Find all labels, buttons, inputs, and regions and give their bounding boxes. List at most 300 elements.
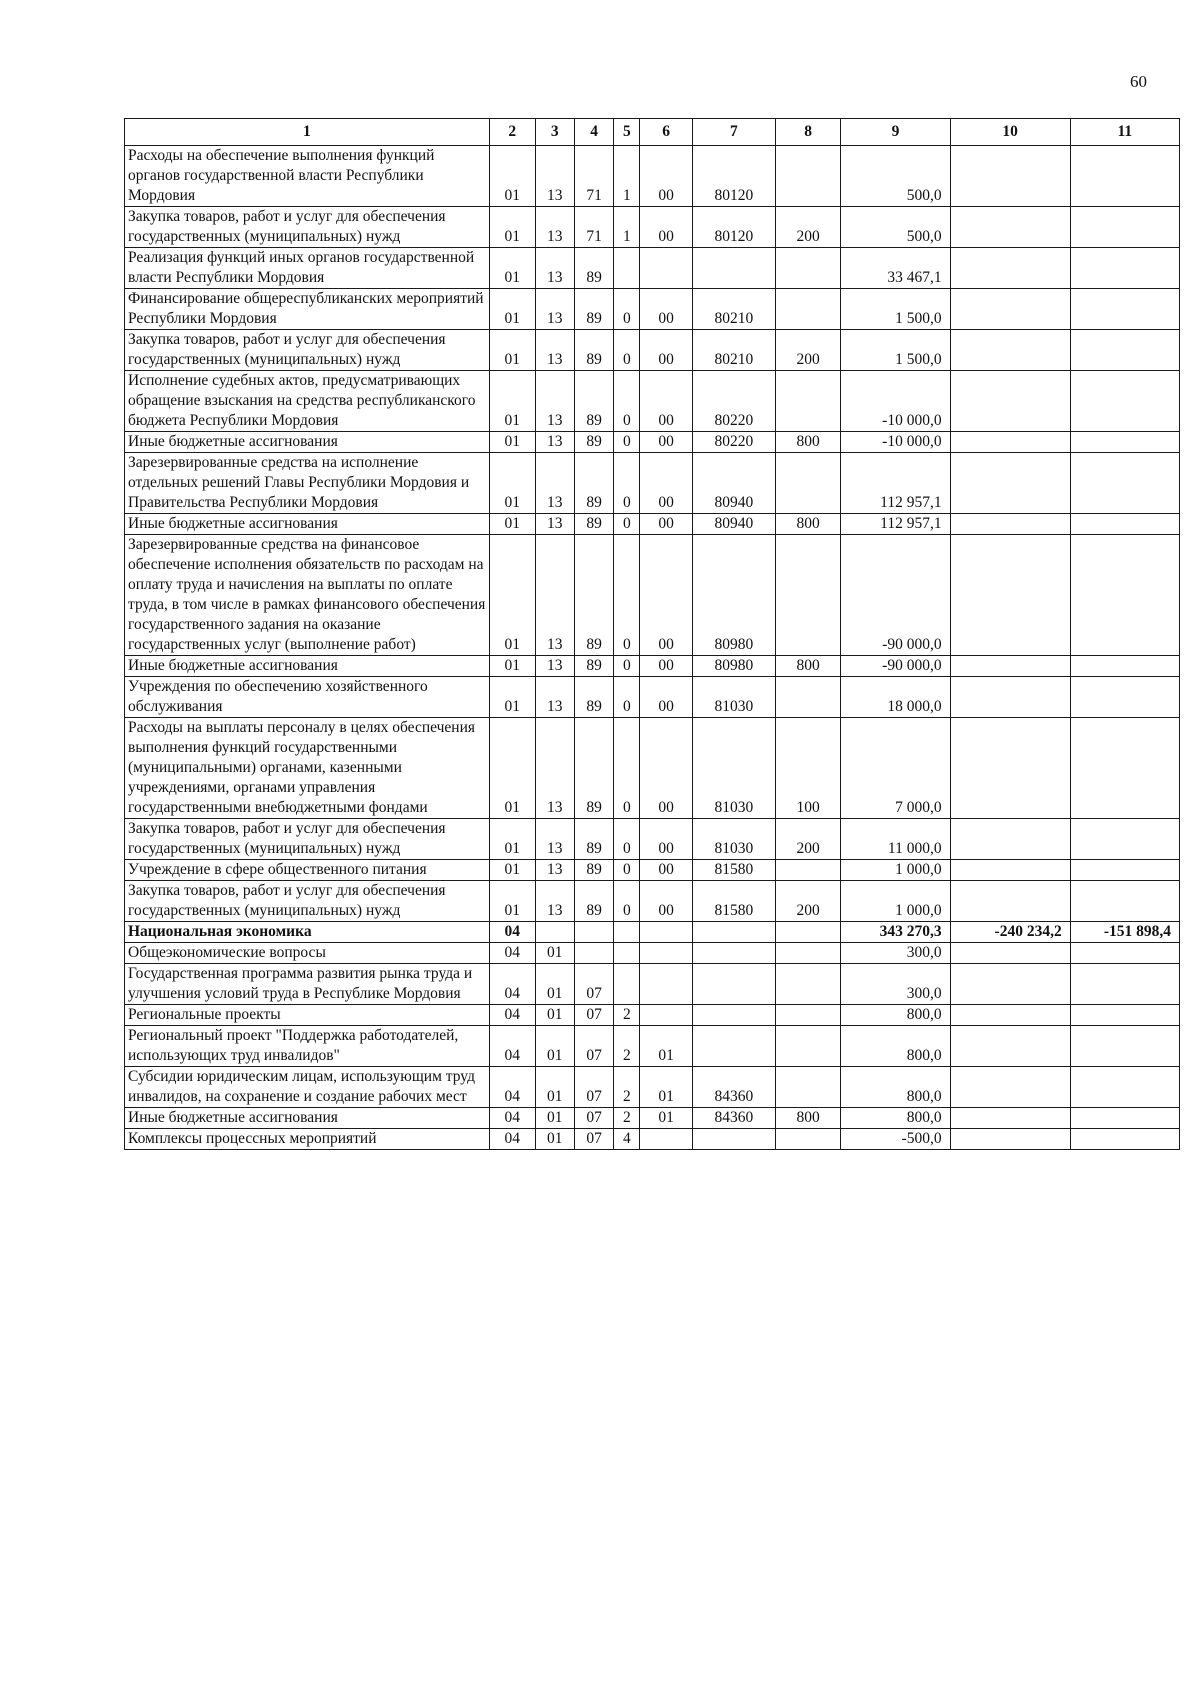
cell-amount: 1 000,0 (841, 881, 950, 922)
cell-subsection: 01 (535, 964, 574, 1005)
cell-program: 07 (574, 1067, 613, 1108)
cell-name: Финансирование общереспубликанских мероприятий Республики Мордовия (125, 289, 490, 330)
cell-event: 01 (640, 1108, 692, 1129)
cell-section: 01 (489, 330, 535, 371)
cell-direction: 81030 (692, 819, 775, 860)
table-row (125, 330, 1180, 371)
cell-subsection: 01 (535, 943, 574, 964)
header-row (125, 119, 1180, 146)
cell-expense-type (775, 1067, 841, 1108)
cell-subprogram: 1 (614, 146, 640, 207)
header-cell: 11 (1070, 119, 1179, 146)
header-cell: 9 (841, 119, 950, 146)
cell-subsection: 01 (535, 1067, 574, 1108)
table-row (125, 881, 1180, 922)
header-cell: 1 (125, 119, 490, 146)
cell-program: 89 (574, 881, 613, 922)
cell-section: 04 (489, 943, 535, 964)
header-cell: 2 (489, 119, 535, 146)
cell-section: 01 (489, 146, 535, 207)
cell-subprogram: 2 (614, 1026, 640, 1067)
cell-amount: 300,0 (841, 964, 950, 1005)
cell-expense-type (775, 964, 841, 1005)
cell-program: 89 (574, 535, 613, 656)
cell-direction (692, 1026, 775, 1067)
cell-event: 00 (640, 881, 692, 922)
cell-expense-type (775, 289, 841, 330)
cell-program: 89 (574, 248, 613, 289)
cell-expense-type (775, 146, 841, 207)
cell-program: 89 (574, 860, 613, 881)
cell-amount-2 (950, 146, 1070, 207)
cell-amount-2 (950, 1005, 1070, 1026)
cell-section: 01 (489, 677, 535, 718)
cell-event: 00 (640, 656, 692, 677)
cell-section: 01 (489, 535, 535, 656)
cell-program: 07 (574, 1005, 613, 1026)
cell-name: Иные бюджетные ассигнования (125, 1108, 490, 1129)
cell-expense-type: 800 (775, 656, 841, 677)
cell-amount: -10 000,0 (841, 371, 950, 432)
cell-amount: 500,0 (841, 207, 950, 248)
table-row (125, 1108, 1180, 1129)
cell-amount-3 (1070, 432, 1179, 453)
cell-section: 04 (489, 922, 535, 943)
cell-name: Исполнение судебных актов, предусматривающих обращение взыскания на средства республиканского бюджета Республики Мордовия (125, 371, 490, 432)
cell-amount: -90 000,0 (841, 656, 950, 677)
cell-amount-3 (1070, 1108, 1179, 1129)
cell-amount-2 (950, 656, 1070, 677)
cell-direction (692, 1129, 775, 1150)
table-row (125, 922, 1180, 943)
cell-name: Национальная экономика (125, 922, 490, 943)
cell-program: 71 (574, 146, 613, 207)
cell-amount: 500,0 (841, 146, 950, 207)
cell-amount-2 (950, 432, 1070, 453)
cell-amount-2 (950, 1067, 1070, 1108)
cell-direction: 80940 (692, 514, 775, 535)
cell-amount: 800,0 (841, 1067, 950, 1108)
cell-amount-2: -240 234,2 (950, 922, 1070, 943)
cell-name: Иные бюджетные ассигнования (125, 514, 490, 535)
cell-expense-type: 200 (775, 819, 841, 860)
cell-subprogram: 2 (614, 1067, 640, 1108)
cell-subsection: 13 (535, 656, 574, 677)
table-row (125, 819, 1180, 860)
cell-direction: 84360 (692, 1067, 775, 1108)
cell-section: 01 (489, 819, 535, 860)
cell-event (640, 964, 692, 1005)
cell-amount-2 (950, 1129, 1070, 1150)
table-row (125, 1005, 1180, 1026)
cell-expense-type (775, 922, 841, 943)
cell-amount-2 (950, 943, 1070, 964)
cell-subsection: 01 (535, 1108, 574, 1129)
cell-section: 01 (489, 514, 535, 535)
cell-direction: 80980 (692, 535, 775, 656)
cell-section: 01 (489, 248, 535, 289)
cell-event (640, 1129, 692, 1150)
table-row (125, 677, 1180, 718)
cell-subsection: 13 (535, 819, 574, 860)
cell-amount-2 (950, 453, 1070, 514)
cell-event: 00 (640, 371, 692, 432)
table-row (125, 371, 1180, 432)
cell-subsection: 01 (535, 1026, 574, 1067)
cell-subsection: 13 (535, 718, 574, 819)
cell-subprogram: 0 (614, 677, 640, 718)
cell-section: 01 (489, 656, 535, 677)
cell-amount-2 (950, 819, 1070, 860)
cell-event: 00 (640, 146, 692, 207)
cell-subprogram: 0 (614, 535, 640, 656)
table-row (125, 860, 1180, 881)
cell-subsection: 13 (535, 289, 574, 330)
cell-event (640, 1005, 692, 1026)
cell-direction (692, 943, 775, 964)
cell-expense-type (775, 860, 841, 881)
cell-subprogram: 4 (614, 1129, 640, 1150)
cell-subsection: 13 (535, 860, 574, 881)
cell-event: 01 (640, 1026, 692, 1067)
cell-subsection (535, 922, 574, 943)
cell-amount-3 (1070, 943, 1179, 964)
cell-section: 04 (489, 1129, 535, 1150)
cell-section: 04 (489, 1108, 535, 1129)
cell-event: 00 (640, 207, 692, 248)
cell-program: 89 (574, 289, 613, 330)
cell-event: 00 (640, 677, 692, 718)
cell-amount-3 (1070, 881, 1179, 922)
header-cell: 6 (640, 119, 692, 146)
cell-amount-3 (1070, 860, 1179, 881)
cell-name: Учреждения по обеспечению хозяйственного обслуживания (125, 677, 490, 718)
cell-name: Региональные проекты (125, 1005, 490, 1026)
cell-subprogram: 0 (614, 881, 640, 922)
cell-amount-3 (1070, 248, 1179, 289)
table-row (125, 535, 1180, 656)
cell-subsection: 01 (535, 1129, 574, 1150)
cell-direction: 81030 (692, 677, 775, 718)
cell-amount-3 (1070, 656, 1179, 677)
cell-program: 89 (574, 514, 613, 535)
header-cell: 5 (614, 119, 640, 146)
table-row (125, 1067, 1180, 1108)
cell-direction (692, 922, 775, 943)
cell-amount: 343 270,3 (841, 922, 950, 943)
cell-event: 00 (640, 819, 692, 860)
cell-section: 04 (489, 1067, 535, 1108)
cell-subsection: 13 (535, 371, 574, 432)
cell-amount-3 (1070, 819, 1179, 860)
cell-amount: 800,0 (841, 1026, 950, 1067)
cell-amount: 1 000,0 (841, 860, 950, 881)
cell-amount: -10 000,0 (841, 432, 950, 453)
cell-subprogram: 0 (614, 371, 640, 432)
cell-direction: 80210 (692, 289, 775, 330)
cell-event: 00 (640, 432, 692, 453)
cell-amount-3 (1070, 1067, 1179, 1108)
cell-direction: 81030 (692, 718, 775, 819)
cell-subprogram: 0 (614, 330, 640, 371)
cell-amount: 300,0 (841, 943, 950, 964)
cell-subprogram: 0 (614, 432, 640, 453)
cell-subprogram: 0 (614, 514, 640, 535)
header-cell: 7 (692, 119, 775, 146)
cell-event: 00 (640, 535, 692, 656)
cell-amount-2 (950, 860, 1070, 881)
cell-direction: 80980 (692, 656, 775, 677)
cell-direction: 80220 (692, 432, 775, 453)
cell-amount-2 (950, 535, 1070, 656)
cell-program: 07 (574, 1026, 613, 1067)
cell-name: Иные бюджетные ассигнования (125, 656, 490, 677)
table-row (125, 207, 1180, 248)
cell-amount-2 (950, 330, 1070, 371)
cell-amount: 112 957,1 (841, 453, 950, 514)
cell-subprogram (614, 922, 640, 943)
table-row (125, 943, 1180, 964)
cell-section: 04 (489, 1026, 535, 1067)
cell-subsection: 13 (535, 432, 574, 453)
cell-expense-type: 800 (775, 514, 841, 535)
cell-program: 89 (574, 432, 613, 453)
table-row (125, 289, 1180, 330)
cell-name: Субсидии юридическим лицам, использующим труд инвалидов, на сохранение и создание рабочих мест (125, 1067, 490, 1108)
cell-subsection: 01 (535, 1005, 574, 1026)
cell-name: Расходы на обеспечение выполнения функций органов государственной власти Республики Мордовия (125, 146, 490, 207)
cell-section: 01 (489, 371, 535, 432)
cell-expense-type: 100 (775, 718, 841, 819)
cell-subprogram (614, 248, 640, 289)
cell-amount: 7 000,0 (841, 718, 950, 819)
cell-name: Учреждение в сфере общественного питания (125, 860, 490, 881)
cell-amount-2 (950, 371, 1070, 432)
cell-amount: 1 500,0 (841, 289, 950, 330)
cell-subprogram: 1 (614, 207, 640, 248)
cell-amount-3 (1070, 146, 1179, 207)
cell-subprogram: 0 (614, 656, 640, 677)
cell-section: 01 (489, 453, 535, 514)
cell-subprogram: 0 (614, 718, 640, 819)
table-row (125, 1129, 1180, 1150)
cell-direction: 80220 (692, 371, 775, 432)
cell-program: 07 (574, 1129, 613, 1150)
cell-amount: 800,0 (841, 1005, 950, 1026)
cell-section: 01 (489, 207, 535, 248)
cell-amount: 1 500,0 (841, 330, 950, 371)
cell-amount-2 (950, 718, 1070, 819)
cell-direction: 84360 (692, 1108, 775, 1129)
header-cell: 4 (574, 119, 613, 146)
cell-expense-type (775, 248, 841, 289)
cell-subprogram: 0 (614, 819, 640, 860)
header-cell: 10 (950, 119, 1070, 146)
cell-expense-type: 800 (775, 432, 841, 453)
page-number: 60 (1130, 72, 1147, 91)
cell-direction: 81580 (692, 860, 775, 881)
header-cell: 8 (775, 119, 841, 146)
cell-amount-3: -151 898,4 (1070, 922, 1179, 943)
table-row (125, 432, 1180, 453)
cell-subsection: 13 (535, 146, 574, 207)
cell-amount-3 (1070, 1005, 1179, 1026)
cell-direction: 80940 (692, 453, 775, 514)
cell-section: 01 (489, 289, 535, 330)
cell-name: Иные бюджетные ассигнования (125, 432, 490, 453)
cell-amount-3 (1070, 535, 1179, 656)
table-row (125, 146, 1180, 207)
cell-amount-3 (1070, 289, 1179, 330)
cell-amount-2 (950, 964, 1070, 1005)
cell-program: 07 (574, 964, 613, 1005)
cell-amount-2 (950, 677, 1070, 718)
cell-event: 00 (640, 718, 692, 819)
cell-event: 00 (640, 514, 692, 535)
cell-expense-type: 800 (775, 1108, 841, 1129)
table-row (125, 964, 1180, 1005)
cell-event: 01 (640, 1067, 692, 1108)
cell-subsection: 13 (535, 514, 574, 535)
cell-expense-type (775, 943, 841, 964)
cell-program: 07 (574, 1108, 613, 1129)
cell-amount-2 (950, 248, 1070, 289)
cell-event (640, 922, 692, 943)
table-row (125, 656, 1180, 677)
cell-program: 89 (574, 656, 613, 677)
cell-expense-type: 200 (775, 881, 841, 922)
cell-amount-3 (1070, 514, 1179, 535)
cell-event: 00 (640, 289, 692, 330)
cell-program: 71 (574, 207, 613, 248)
cell-name: Зарезервированные средства на финансовое обеспечение исполнения обязательств по расходам на оплату труда и начисления на выплаты по оплате труда, в том числе в рамках финансового обеспечения государственного задания на оказание государственных услуг (выполнение работ) (125, 535, 490, 656)
cell-subprogram: 0 (614, 289, 640, 330)
cell-amount-3 (1070, 330, 1179, 371)
table-row (125, 248, 1180, 289)
cell-subsection: 13 (535, 330, 574, 371)
cell-name: Реализация функций иных органов государственной власти Республики Мордовия (125, 248, 490, 289)
table-body (125, 119, 1180, 1150)
cell-expense-type (775, 453, 841, 514)
cell-event: 00 (640, 453, 692, 514)
cell-direction: 80120 (692, 146, 775, 207)
cell-direction (692, 964, 775, 1005)
cell-subsection: 13 (535, 535, 574, 656)
cell-program: 89 (574, 330, 613, 371)
cell-direction: 80210 (692, 330, 775, 371)
cell-subprogram: 0 (614, 860, 640, 881)
cell-expense-type (775, 371, 841, 432)
cell-name: Комплексы процессных мероприятий (125, 1129, 490, 1150)
cell-subsection: 13 (535, 881, 574, 922)
cell-expense-type: 200 (775, 330, 841, 371)
cell-name: Закупка товаров, работ и услуг для обеспечения государственных (муниципальных) нужд (125, 819, 490, 860)
budget-table (124, 118, 1180, 1150)
table-row (125, 514, 1180, 535)
cell-amount-2 (950, 514, 1070, 535)
cell-name: Закупка товаров, работ и услуг для обеспечения государственных (муниципальных) нужд (125, 881, 490, 922)
table-row (125, 718, 1180, 819)
cell-name: Расходы на выплаты персоналу в целях обеспечения выполнения функций государственными (муниципальными) органами, казенными учреждениями, органами управления государственными внебюджетными фондами (125, 718, 490, 819)
cell-program: 89 (574, 819, 613, 860)
cell-section: 04 (489, 964, 535, 1005)
cell-program: 89 (574, 371, 613, 432)
cell-expense-type (775, 677, 841, 718)
cell-name: Государственная программа развития рынка труда и улучшения условий труда в Республике Мордовия (125, 964, 490, 1005)
cell-direction: 80120 (692, 207, 775, 248)
cell-subsection: 13 (535, 453, 574, 514)
cell-amount: 11 000,0 (841, 819, 950, 860)
cell-expense-type (775, 1005, 841, 1026)
cell-amount-3 (1070, 718, 1179, 819)
cell-subprogram: 2 (614, 1108, 640, 1129)
cell-direction: 81580 (692, 881, 775, 922)
cell-amount-3 (1070, 1026, 1179, 1067)
cell-direction (692, 248, 775, 289)
cell-expense-type (775, 535, 841, 656)
cell-amount-3 (1070, 371, 1179, 432)
cell-subsection: 13 (535, 248, 574, 289)
cell-event: 00 (640, 860, 692, 881)
header-cell: 3 (535, 119, 574, 146)
cell-subsection: 13 (535, 677, 574, 718)
cell-amount: -500,0 (841, 1129, 950, 1150)
cell-section: 04 (489, 1005, 535, 1026)
cell-expense-type (775, 1026, 841, 1067)
cell-subsection: 13 (535, 207, 574, 248)
cell-amount: 33 467,1 (841, 248, 950, 289)
cell-expense-type: 200 (775, 207, 841, 248)
cell-subprogram: 2 (614, 1005, 640, 1026)
cell-section: 01 (489, 432, 535, 453)
cell-amount-2 (950, 1108, 1070, 1129)
cell-amount-2 (950, 207, 1070, 248)
cell-name: Зарезервированные средства на исполнение отдельных решений Главы Республики Мордовия и Правительства Республики Мордовия (125, 453, 490, 514)
cell-section: 01 (489, 881, 535, 922)
cell-program: 89 (574, 453, 613, 514)
cell-name: Закупка товаров, работ и услуг для обеспечения государственных (муниципальных) нужд (125, 207, 490, 248)
table-row (125, 1026, 1180, 1067)
cell-amount: 112 957,1 (841, 514, 950, 535)
cell-amount: -90 000,0 (841, 535, 950, 656)
cell-section: 01 (489, 718, 535, 819)
cell-amount: 800,0 (841, 1108, 950, 1129)
cell-event: 00 (640, 330, 692, 371)
cell-amount-3 (1070, 964, 1179, 1005)
cell-program (574, 943, 613, 964)
cell-amount-3 (1070, 207, 1179, 248)
cell-program (574, 922, 613, 943)
cell-amount-2 (950, 1026, 1070, 1067)
cell-expense-type (775, 1129, 841, 1150)
cell-subprogram (614, 964, 640, 1005)
cell-event (640, 248, 692, 289)
cell-amount-3 (1070, 677, 1179, 718)
cell-amount: 18 000,0 (841, 677, 950, 718)
cell-program: 89 (574, 677, 613, 718)
cell-amount-3 (1070, 453, 1179, 514)
cell-event (640, 943, 692, 964)
cell-section: 01 (489, 860, 535, 881)
cell-name: Закупка товаров, работ и услуг для обеспечения государственных (муниципальных) нужд (125, 330, 490, 371)
cell-name: Региональный проект "Поддержка работодателей, использующих труд инвалидов" (125, 1026, 490, 1067)
table-row (125, 453, 1180, 514)
cell-subprogram: 0 (614, 453, 640, 514)
cell-amount-2 (950, 289, 1070, 330)
cell-direction (692, 1005, 775, 1026)
cell-amount-3 (1070, 1129, 1179, 1150)
cell-amount-2 (950, 881, 1070, 922)
